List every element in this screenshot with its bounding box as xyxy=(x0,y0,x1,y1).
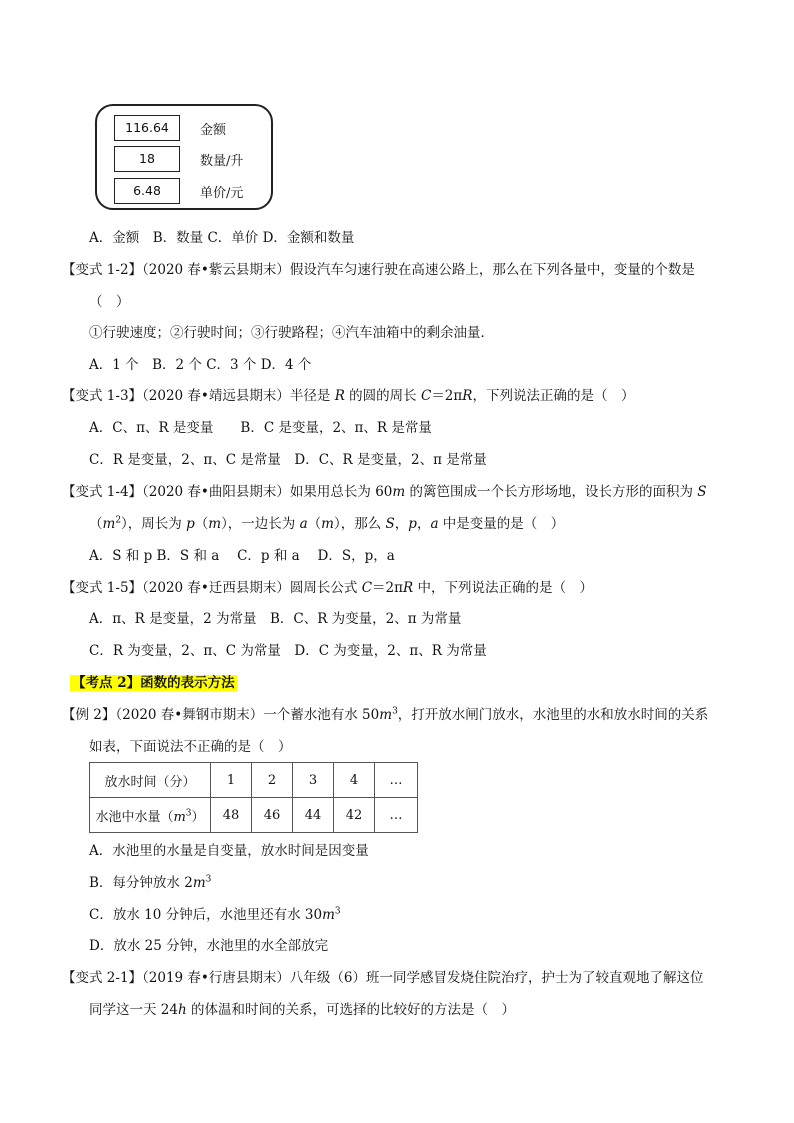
v1-3-tag: 【变式 1-3】 xyxy=(62,388,143,404)
gas-pump-display xyxy=(95,104,273,210)
water-amount-header: 水池中水量$(m^3)$ xyxy=(90,798,211,833)
q1-1-options: A．金额 B．数量 C．单价 D．金额和数量 xyxy=(89,230,355,246)
v1-2-items: ①行驶速度；②行驶时间；③行驶路程；④汽车油箱中的剩余油量． xyxy=(89,325,494,341)
v1-3-options-ab: A．C、π、R 是变量 B．C 是变量，2、π、R 是常量 xyxy=(89,420,432,436)
ex2-tag: 【例 2】 xyxy=(62,707,116,723)
ex2-option-c: C．放水 10 分钟后，水池里还有水 $30m^3$ xyxy=(89,906,341,923)
v2-1-stem-line2: 同学这一天 24h 的体温和时间的关系，可选择的比较好的方法是（ ） xyxy=(89,1002,515,1018)
v1-5-tag: 【变式 1-5】 xyxy=(62,580,143,596)
v2-1-tag: 【变式 2-1】 xyxy=(62,970,143,986)
v1-2-tag: 【变式 1-2】 xyxy=(62,262,143,278)
quantity-value: 18 xyxy=(114,146,180,172)
quantity-label: 数量/升 xyxy=(200,154,244,169)
v1-2-paren: （ ） xyxy=(89,294,130,310)
v1-4-stem: 【变式 1-4】（2020 春•曲阳县期末）如果用总长为 60m 的篱笆围成一个长方形场地，设长方形的面积为 S xyxy=(62,484,707,500)
v1-4-source: （2020 春•曲阳县期末） xyxy=(142,484,290,500)
v1-4-stem-line2: $(m^2)$，周长为 p（m），一边长为 a（m），那么 S，p，a 中是变量的是（ ） xyxy=(89,515,565,532)
ex2-option-d: D．放水 25 分钟，水池里的水全部放完 xyxy=(89,938,329,954)
price-label: 单价/元 xyxy=(200,186,244,201)
v2-1-source: （2019 春•行唐县期末） xyxy=(142,970,290,986)
v1-2-stem xyxy=(62,260,695,280)
v1-3-stem: 【变式 1-3】（2020 春•靖远县期末）半径是 R 的圆的周长 C＝2πR，下列说法正确的是（ ） xyxy=(62,388,635,404)
section-heading-kd2: 【考点 2】函数的表示方法 xyxy=(72,675,235,691)
ex2-option-a: A．水池里的水量是自变量，放水时间是因变量 xyxy=(89,843,369,859)
v1-2-source: （2020 春•紫云县期末） xyxy=(142,262,290,278)
v1-5-options-ab: A．π、R 是变量，2 为常量 B．C、R 为变量，2、π 为常量 xyxy=(89,611,462,627)
amount-value: 116.64 xyxy=(114,115,180,141)
v1-5-source: （2020 春•迁西县期末） xyxy=(142,580,290,596)
ex2-stem-line2: 如表，下面说法不正确的是（ ） xyxy=(89,739,292,755)
ex2-stem: 【例 2】（2020 春•舞钢市期末）一个蓄水池有水 $50m^3$，打开放水闸门放水，水池里的水和放水时间的关系 xyxy=(62,706,709,723)
table-row: 放水时间（分） 1 2 3 4 … xyxy=(90,763,418,798)
v1-5-stem: 【变式 1-5】（2020 春•迁西县期末）圆周长公式 C＝2πR 中，下列说法正确的是（ ） xyxy=(62,580,593,596)
amount-label: 金额 xyxy=(200,123,227,138)
ex2-option-b: B．每分钟放水 $2m^3$ xyxy=(89,874,212,891)
v2-1-stem: 【变式 2-1】（2019 春•行唐县期末）八年级（6）班一同学感冒发烧住院治疗，护士为了较直观地了解这位 xyxy=(62,970,704,986)
v1-2-options: A．1 个 B．2 个 C．3 个 D．4 个 xyxy=(89,357,312,373)
ex2-source: （2020 春•舞钢市期末） xyxy=(115,707,264,723)
v1-2-text: 假设汽车匀速行驶在高速公路上，那么在下列各量中，变量的个数是 xyxy=(289,262,695,278)
v1-3-options-cd: C．R 是变量，2、π、C 是常量 D．C、R 是变量，2、π 是常量 xyxy=(89,452,487,468)
v1-4-tag: 【变式 1-4】 xyxy=(62,484,143,500)
table-row: 水池中水量$(m^3)$ 48 46 44 42 … xyxy=(90,798,418,833)
v1-3-source: （2020 春•靖远县期末） xyxy=(142,388,290,404)
v1-5-options-cd: C．R 为变量，2、π、C 为常量 D．C 为变量，2、π、R 为常量 xyxy=(89,643,487,659)
price-value: 6.48 xyxy=(114,178,180,204)
water-table xyxy=(89,762,418,833)
v1-4-options: A．S 和 p B．S 和 a C．p 和 a D．S，p，a xyxy=(89,548,395,564)
